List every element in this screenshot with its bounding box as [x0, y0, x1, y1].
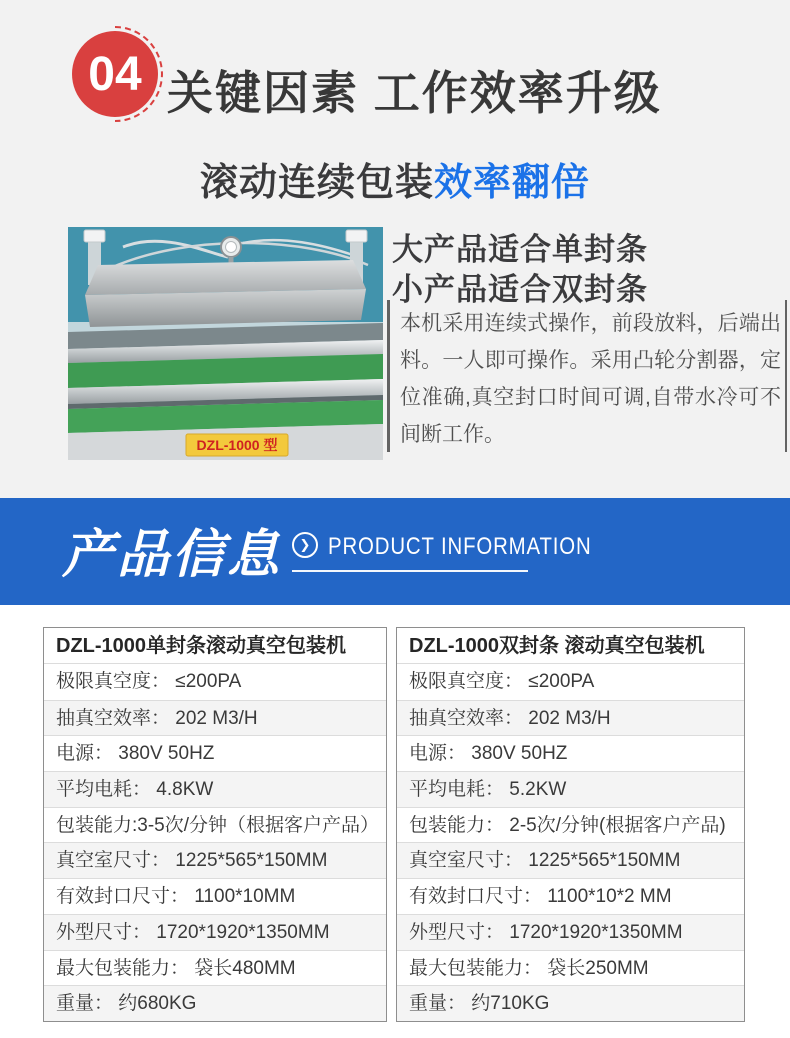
table-row: 抽真空效率： 202 M3/H [44, 700, 386, 736]
feature-heading [392, 230, 648, 310]
table-row: 极限真空度： ≤200PA [56, 671, 242, 692]
table-row: 平均电耗： 5.2KW [397, 771, 744, 807]
table-row: 最大包装能力： 袋长250MM [397, 950, 744, 986]
table-row: 真空室尺寸： 1225*565*150MM [397, 842, 744, 878]
spec-table-single-seal [43, 627, 387, 1022]
table-row: 最大包装能力： 袋长480MM [44, 950, 386, 986]
page-subtitle [0, 151, 790, 206]
spec-table-header: DZL-1000双封条 滚动真空包装机 [397, 628, 744, 664]
table-row: 重量： 约680KG [44, 985, 386, 1021]
spec-table-double-seal [396, 627, 745, 1022]
table-row: 包装能力:3-5次/分钟（根据客户产品） [44, 807, 386, 843]
table-row: 电源： 380V 50HZ [44, 735, 386, 771]
table-row: 极限真空度： ≤200PA [409, 671, 595, 692]
chevron-right-circle-icon [292, 532, 318, 558]
page-title: 关键因素 工作效率升级 [167, 67, 662, 119]
table-row: 外型尺寸： 1720*1920*1350MM [397, 914, 744, 950]
machine-model-label: DZL-1000 型 [196, 437, 278, 453]
feature-heading-line1: 大产品适合单封条 [392, 232, 648, 267]
table-row: 有效封口尺寸： 1100*10MM [44, 878, 386, 914]
spec-table-header: DZL-1000单封条滚动真空包装机 [44, 628, 386, 664]
feature-description-box [387, 300, 787, 452]
subtitle-blue-text: 效率翻倍 [434, 162, 591, 204]
spec-tables-section [0, 605, 790, 1038]
spec-table-rows [397, 664, 744, 1021]
table-row: 有效封口尺寸： 1100*10*2 MM [397, 878, 744, 914]
table-row: 包装能力： 2-5次/分钟(根据客户产品) [397, 807, 744, 843]
subtitle-dark-text: 滚动连续包装 [199, 162, 434, 204]
table-row: 真空室尺寸： 1225*565*150MM [44, 842, 386, 878]
machine-photo [68, 227, 383, 460]
table-row: 平均电耗： 4.8KW [44, 771, 386, 807]
banner-underline [292, 570, 528, 572]
banner-title-en: PRODUCT INFORMATION [328, 533, 592, 560]
table-row: 重量： 约710KG [397, 985, 744, 1021]
table-row: 外型尺寸： 1720*1920*1350MM [44, 914, 386, 950]
chevron-glyph: ❯ [299, 537, 311, 552]
feature-heading-line2: 小产品适合双封条 [392, 272, 648, 307]
spec-table-rows [44, 664, 386, 1021]
badge-number: 04 [88, 47, 142, 101]
table-row: 抽真空效率： 202 M3/H [397, 700, 744, 736]
banner-title-cn: 产品信息 [62, 526, 283, 584]
feature-description: 本机采用连续式操作，前段放料，后端出料。一人即可操作。采用凸轮分割器，定位准确,真空封口时间可调,自带水冷可不间断工作。 [400, 312, 781, 446]
product-info-banner [0, 498, 790, 605]
table-row: 电源： 380V 50HZ [397, 735, 744, 771]
section-number-badge [72, 31, 158, 117]
